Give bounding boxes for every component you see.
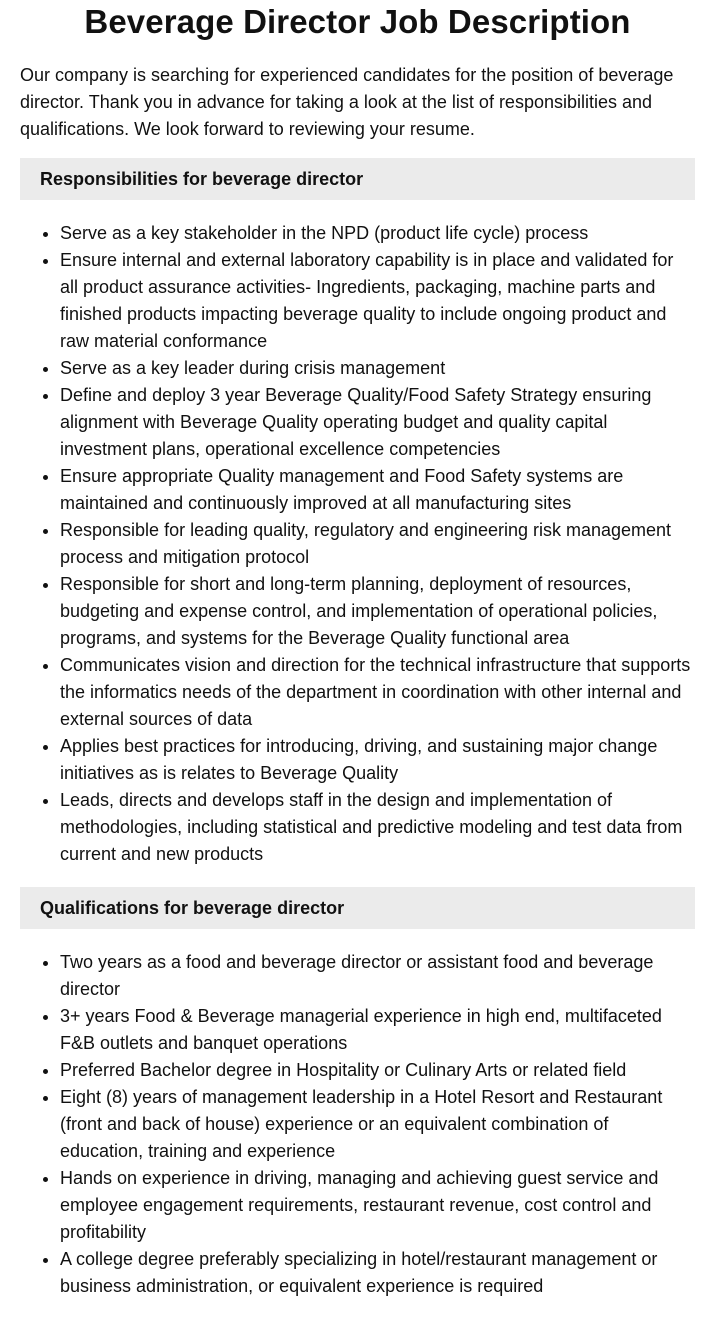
list-item: • Ensure appropriate Quality management and Food Safety systems are maintained and continuously improved at all manufacturing sites bbox=[60, 463, 695, 517]
list-item: • 3+ years Food & Beverage managerial experience in high end, multifaceted F&B outlets and banquet operations bbox=[60, 1003, 695, 1057]
list-item: • Leads, directs and develops staff in the design and implementation of methodologies, including statistical and predictive modeling and test data from current and new products bbox=[60, 787, 695, 868]
list-item: • Communicates vision and direction for the technical infrastructure that supports the informatics needs of the department in coordination with other internal and external sources of data bbox=[60, 652, 695, 733]
list-item: • Responsible for leading quality, regulatory and engineering risk management process and mitigation protocol bbox=[60, 517, 695, 571]
page-title: Beverage Director Job Description bbox=[84, 3, 631, 40]
list-item: • Hands on experience in driving, managing and achieving guest service and employee engagement requirements, restaurant revenue, cost control and profitability bbox=[60, 1165, 695, 1246]
list-item: • Two years as a food and beverage director or assistant food and beverage director bbox=[60, 949, 695, 1003]
list-item: • Serve as a key stakeholder in the NPD (product life cycle) process bbox=[60, 220, 695, 247]
responsibilities-heading: Responsibilities for beverage director bbox=[20, 158, 695, 200]
list-item: • Preferred Bachelor degree in Hospitality or Culinary Arts or related field bbox=[60, 1057, 695, 1084]
list-item: • Applies best practices for introducing, driving, and sustaining major change initiatives as is relates to Beverage Quality bbox=[60, 733, 695, 787]
qualifications-list bbox=[20, 949, 695, 1300]
qualifications-heading: Qualifications for beverage director bbox=[20, 887, 695, 929]
list-item: • Serve as a key leader during crisis management bbox=[60, 355, 695, 382]
list-item: • Ensure internal and external laboratory capability is in place and validated for all product assurance activities- Ingredients, packaging, machine parts and finished products impacting beverage quality to include ongoing product and raw material conformance bbox=[60, 247, 695, 355]
list-item: • Responsible for short and long-term planning, deployment of resources, budgeting and expense control, and implementation of operational policies, programs, and systems for the Beverage Quality functional area bbox=[60, 571, 695, 652]
list-item: • Define and deploy 3 year Beverage Quality/Food Safety Strategy ensuring alignment with Beverage Quality operating budget and quality capital investment plans, operational excellence competencies bbox=[60, 382, 695, 463]
list-item: • A college degree preferably specializing in hotel/restaurant management or business administration, or equivalent experience is required bbox=[60, 1246, 695, 1300]
intro-paragraph: Our company is searching for experienced candidates for the position of beverage director. Thank you in advance for taking a look at the list of responsibilities and qualifications. We look forward to reviewing your resume. bbox=[20, 65, 674, 139]
responsibilities-list bbox=[20, 220, 695, 868]
list-item: • Eight (8) years of management leadership in a Hotel Resort and Restaurant (front and back of house) experience or an equivalent combination of education, training and experience bbox=[60, 1084, 695, 1165]
